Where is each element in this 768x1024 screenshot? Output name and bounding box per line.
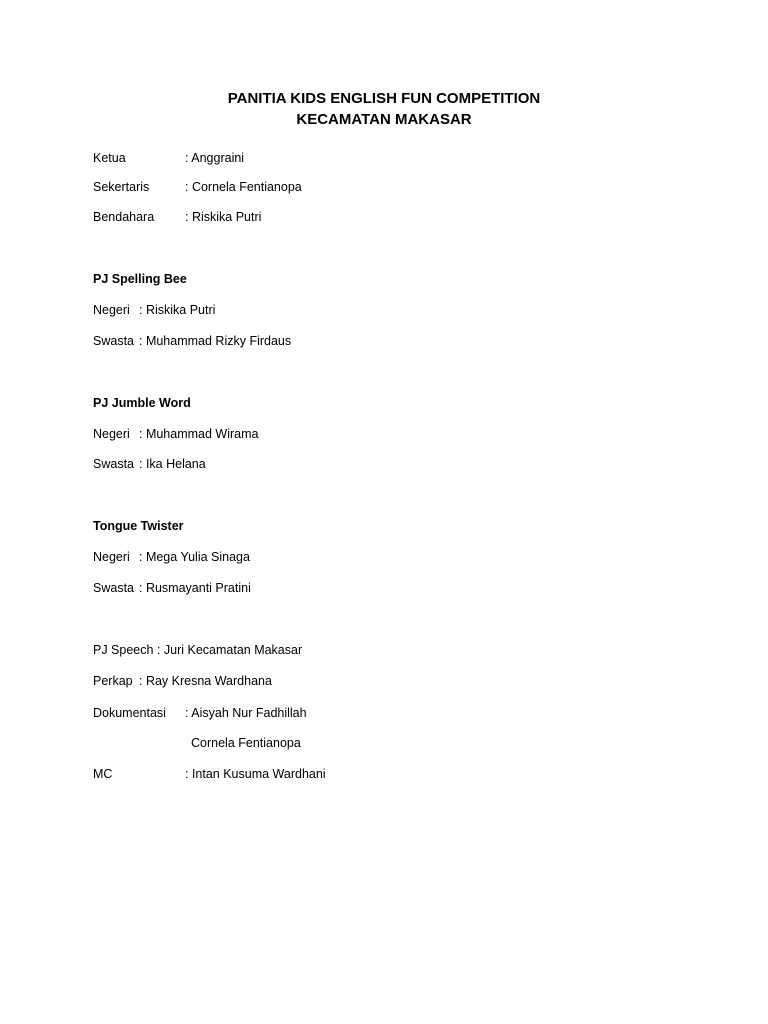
row-value: : Muhammad Rizky Firdaus [139, 334, 292, 348]
row-value: : Riskika Putri [139, 303, 216, 317]
officer-row-ketua [93, 150, 244, 166]
dokumentasi-row-continued: Cornela Fentianopa [191, 736, 301, 750]
section-heading-tongue-twister: Tongue Twister [93, 519, 184, 533]
section-heading-jumble-word: PJ Jumble Word [93, 396, 191, 410]
row-value: : Aisyah Nur Fadhillah [185, 706, 307, 720]
tongue-twister-swasta-row [93, 580, 251, 596]
officer-value: : Anggraini [185, 151, 245, 165]
row-label: MC [93, 767, 113, 781]
tongue-twister-negeri-row [93, 549, 250, 565]
row-value: : Ika Helana [139, 457, 206, 471]
jumble-word-swasta-row [93, 456, 206, 472]
officer-label: Sekertaris [93, 180, 150, 194]
row-label: Negeri [93, 303, 130, 317]
document-subtitle: KECAMATAN MAKASAR [296, 111, 472, 128]
row-value: : Muhammad Wirama [139, 427, 259, 441]
section-heading-spelling-bee: PJ Spelling Bee [93, 272, 187, 286]
row-value: : Mega Yulia Sinaga [139, 550, 250, 564]
perkap-row [93, 673, 272, 689]
row-label: Negeri [93, 550, 130, 564]
document-title: PANITIA KIDS ENGLISH FUN COMPETITION [227, 90, 541, 107]
row-label: Swasta [93, 581, 134, 595]
spelling-bee-swasta-row [93, 333, 291, 349]
row-value: : Ray Kresna Wardhana [139, 674, 272, 688]
jumble-word-negeri-row [93, 426, 258, 442]
officer-value: : Cornela Fentianopa [185, 180, 302, 194]
spelling-bee-negeri-row [93, 302, 215, 318]
row-label: Perkap [93, 674, 133, 688]
officer-label: Bendahara [93, 210, 155, 224]
row-value: : Rusmayanti Pratini [139, 581, 251, 595]
row-label: Dokumentasi [93, 706, 166, 720]
row-value: : Intan Kusuma Wardhani [185, 767, 326, 781]
dokumentasi-row [93, 705, 307, 721]
mc-row [93, 766, 326, 782]
officer-label: Ketua [93, 151, 126, 165]
row-label: Swasta [93, 457, 134, 471]
officer-value: : Riskika Putri [185, 210, 262, 224]
speech-row: PJ Speech : Juri Kecamatan Makasar [93, 643, 303, 657]
officer-row-bendahara [93, 209, 261, 225]
officer-row-sekertaris [93, 179, 302, 195]
row-label: Negeri [93, 427, 130, 441]
row-label: Swasta [93, 334, 134, 348]
